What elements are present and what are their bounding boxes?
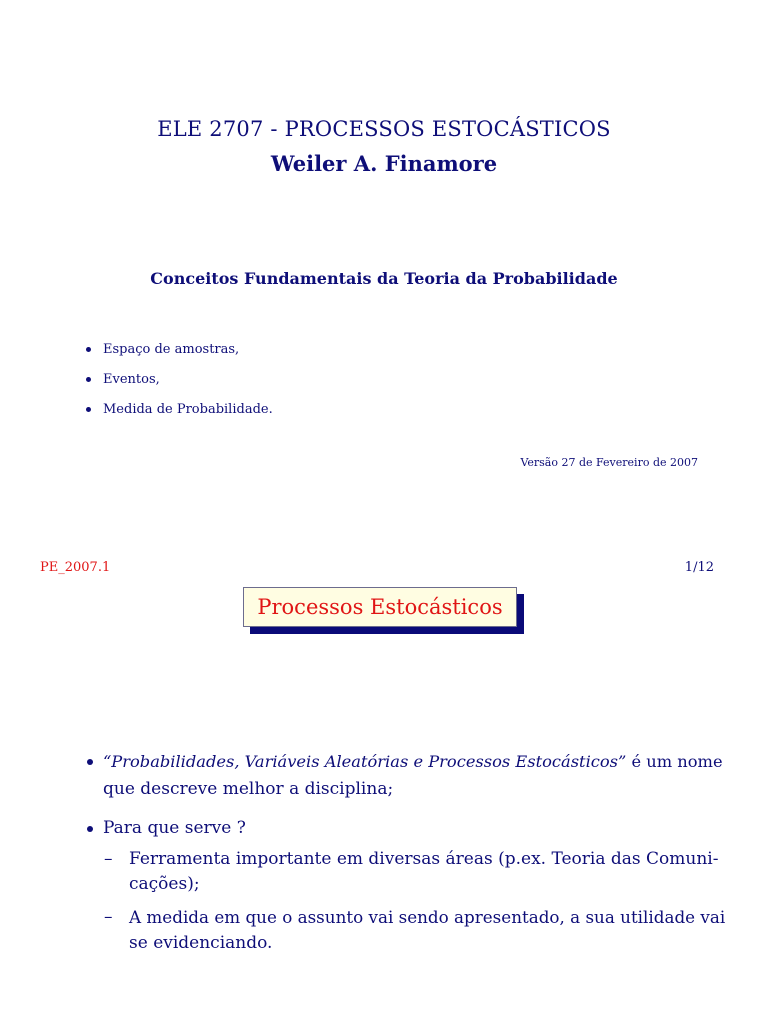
title-box-frame [243, 587, 517, 627]
list-item [85, 339, 273, 369]
topic-text: Espaço de amostras, [103, 342, 240, 357]
bullet-icon [86, 407, 91, 412]
bullet-icon [87, 759, 93, 765]
bullet1-line1-rest: é um nome [626, 752, 723, 771]
footer-course-code: PE_2007.1 [40, 560, 111, 575]
list-item [85, 399, 273, 429]
bullet2-text: Para que serve ? [103, 818, 246, 838]
dash-marker: – [104, 849, 113, 869]
bullet-icon [86, 377, 91, 382]
subitem2-line2: se evidenciando. [129, 933, 273, 953]
dash-marker: – [104, 907, 113, 927]
version-note: Versão 27 de Fevereiro de 2007 [520, 456, 698, 469]
slide-title: Processos Estocásticos [257, 595, 503, 619]
slide-subtitle: Conceitos Fundamentais da Teoria da Probabilidade [150, 269, 618, 288]
topic-list [85, 339, 273, 429]
topic-text: Eventos, [103, 372, 160, 387]
page-number: 1/12 [684, 560, 714, 575]
slide-title-box [243, 587, 517, 627]
author-name: Weiler A. Finamore [270, 151, 498, 176]
subitem1-line2: cações); [129, 874, 200, 894]
bullet1-line2: que descreve melhor a disciplina; [103, 779, 394, 799]
subitem1-line1: Ferramenta importante em diversas áreas (p.ex. Teoria das Comuni- [129, 849, 719, 869]
bullet1-line1 [103, 748, 723, 775]
subitem2-line1: A medida em que o assunto vai sendo apresentado, a sua utilidade vai [129, 907, 726, 927]
topic-text: Medida de Probabilidade. [103, 402, 273, 417]
discipline-name-quote: “Probabilidades, Variáveis Aleatórias e Processos Estocásticos” [103, 752, 627, 771]
list-item [85, 369, 273, 399]
bullet-icon [87, 826, 93, 832]
bullet-icon [86, 347, 91, 352]
course-title: ELE 2707 - PROCESSOS ESTOCÁSTICOS [157, 117, 611, 141]
